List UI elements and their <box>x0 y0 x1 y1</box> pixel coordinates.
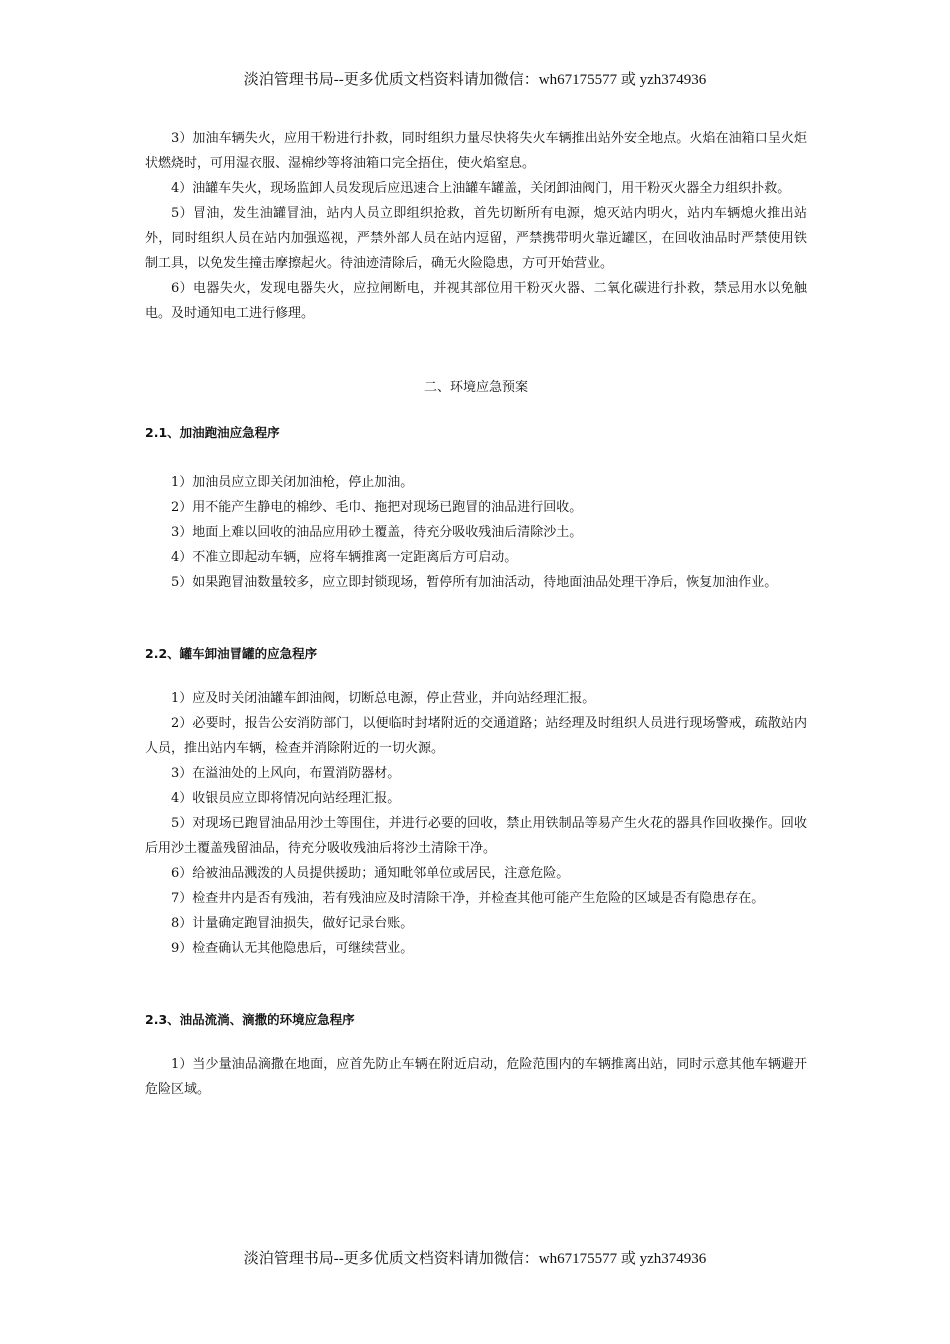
section-heading: 2.3、油品流淌、滴撒的环境应急程序 <box>145 1012 355 1027</box>
fire-procedures <box>145 126 807 326</box>
list-item: 3）在溢油处的上风向，布置消防器材。 <box>171 766 401 781</box>
paragraph: 3）加油车辆失火，应用干粉进行扑救，同时组织力量尽快将失火车辆推出站外安全地点。火焰在油箱口呈火炬状燃烧时，可用湿衣服、湿棉纱等将油箱口完全捂住，使火焰窒息。 <box>145 131 807 171</box>
list-item: 2）用不能产生静电的棉纱、毛巾、拖把对现场已跑冒的油品进行回收。 <box>171 500 583 515</box>
list-item: 7）检查井内是否有残油，若有残油应及时清除干净，并检查其他可能产生危险的区域是否有隐患存在。 <box>171 891 765 906</box>
page-header: 淡泊管理书局--更多优质文档资料请加微信：wh67175577 或 yzh374936 <box>243 72 707 88</box>
list-item: 1）应及时关闭油罐车卸油阀，切断总电源，停止营业，并向站经理汇报。 <box>171 691 596 706</box>
section-2-2-list <box>145 686 807 961</box>
document-body <box>145 126 807 1102</box>
list-item: 5）对现场已跑冒油品用沙土等围住，并进行必要的回收，禁止用铁制品等易产生火花的器具作回收操作。回收后用沙土覆盖残留油品，待充分吸收残油后将沙土清除干净。 <box>145 816 807 856</box>
list-item: 1）加油员应立即关闭加油枪，停止加油。 <box>171 475 414 490</box>
page-footer: 淡泊管理书局--更多优质文档资料请加微信：wh67175577 或 yzh374936 <box>243 1251 707 1267</box>
list-item: 2）必要时，报告公安消防部门，以便临时封堵附近的交通道路；站经理及时组织人员进行现场警戒，疏散站内人员，推出站内车辆，检查并消除附近的一切火源。 <box>145 716 807 756</box>
list-item: 9）检查确认无其他隐患后，可继续营业。 <box>171 941 414 956</box>
list-item: 6）给被油品溅泼的人员提供援助；通知毗邻单位或居民，注意危险。 <box>171 866 570 881</box>
chapter-title: 二、环境应急预案 <box>423 380 528 395</box>
list-item: 1）当少量油品滴撒在地面，应首先防止车辆在附近启动，危险范围内的车辆推离出站，同时示意其他车辆避开危险区域。 <box>145 1057 807 1097</box>
paragraph: 5）冒油，发生油罐冒油，站内人员立即组织抢救，首先切断所有电源，熄灭站内明火，站内车辆熄火推出站外，同时组织人员在站内加强巡视，严禁外部人员在站内逗留，严禁携带明火靠近罐区，在回收油品时严禁使用铁制工具，以免发生撞击摩擦起火。待油迹清除后，确无火险隐患，方可开始营业。 <box>145 206 807 271</box>
section-heading: 2.2、罐车卸油冒罐的应急程序 <box>145 646 318 661</box>
list-item: 8）计量确定跑冒油损失，做好记录台账。 <box>171 916 414 931</box>
paragraph: 6）电器失火，发现电器失火，应拉闸断电，并视其部位用干粉灭火器、二氧化碳进行扑救，禁忌用水以免触电。及时通知电工进行修理。 <box>145 281 807 321</box>
section-2-1-list <box>145 470 807 595</box>
list-item: 4）收银员应立即将情况向站经理汇报。 <box>171 791 401 806</box>
list-item: 4）不准立即起动车辆，应将车辆推离一定距离后方可启动。 <box>171 550 518 565</box>
paragraph: 4）油罐车失火，现场监卸人员发现后应迅速合上油罐车罐盖，关闭卸油阀门，用干粉灭火器全力组织扑救。 <box>171 181 791 196</box>
section-heading: 2.1、加油跑油应急程序 <box>145 425 280 440</box>
section-2-3-list <box>145 1052 807 1102</box>
list-item: 5）如果跑冒油数量较多，应立即封锁现场，暂停所有加油活动，待地面油品处理干净后，恢复加油作业。 <box>171 575 778 590</box>
list-item: 3）地面上难以回收的油品应用砂土覆盖，待充分吸收残油后清除沙土。 <box>171 525 583 540</box>
